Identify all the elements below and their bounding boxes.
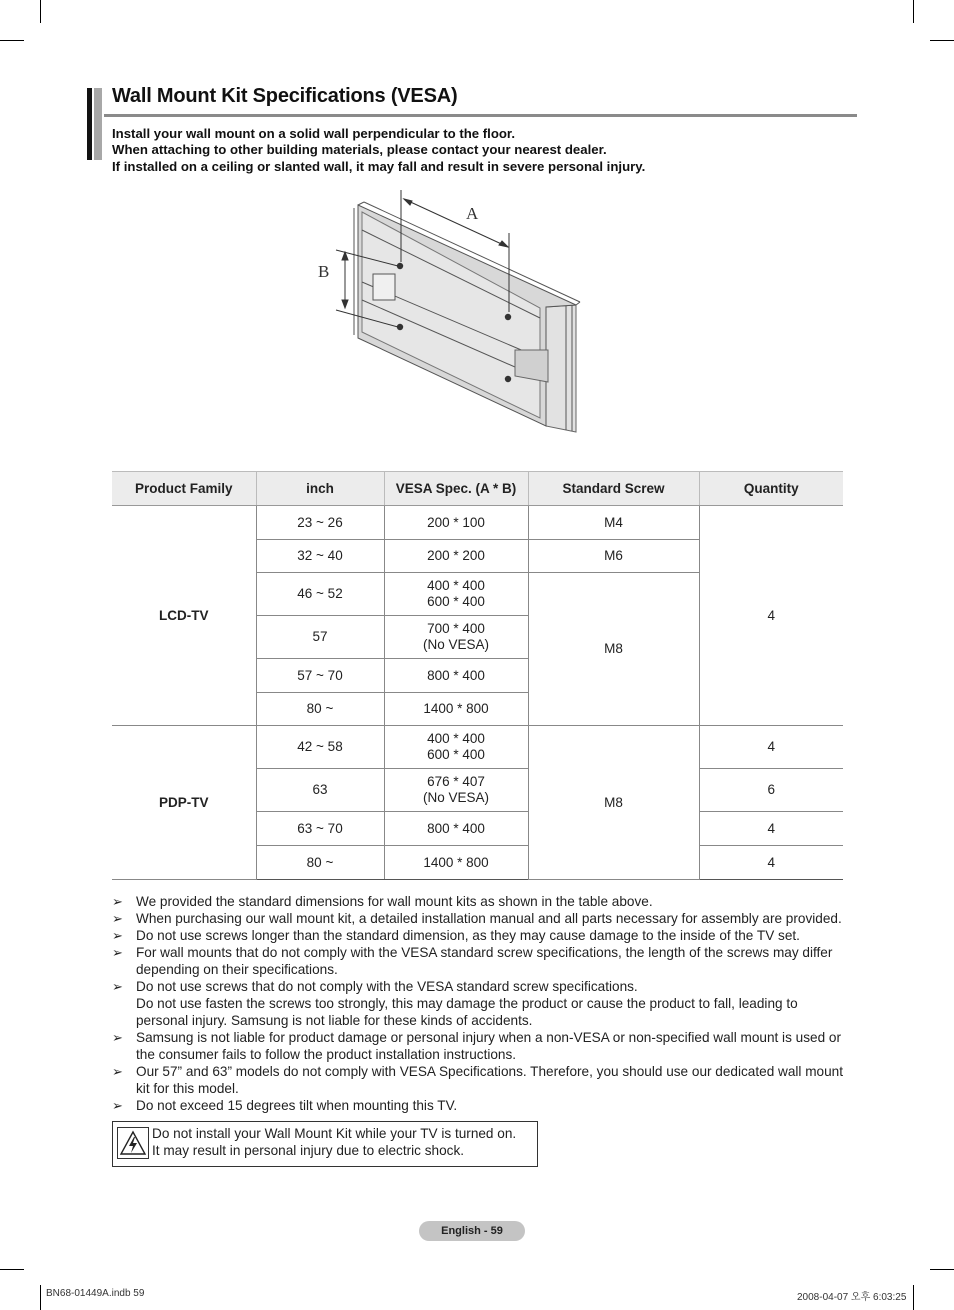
header-inch: inch xyxy=(256,472,384,506)
note-item xyxy=(112,1029,857,1063)
note-arrow-icon: ➢ xyxy=(112,1098,123,1113)
vesa-line: (No VESA) xyxy=(422,790,490,805)
vesa-spec-table xyxy=(112,471,843,880)
note-line: When purchasing our wall mount kit, a detailed installation manual and all parts necessary for assembly are provided. xyxy=(136,911,842,926)
family-cell: PDP-TV xyxy=(112,726,256,880)
warning-line: It may result in personal injury due to electric shock. xyxy=(152,1143,465,1158)
note-line: the consumer fails to follow the product installation instructions. xyxy=(136,1047,517,1062)
quantity-cell: 4 xyxy=(699,726,843,769)
vesa-cell: 800 * 400 xyxy=(384,659,528,693)
note-line: depending on their specifications. xyxy=(136,962,338,977)
inch-cell: 57 xyxy=(256,616,384,659)
footer-file-info: BN68-01449A.indb 59 xyxy=(46,1288,145,1299)
inch-cell: 80 ~ xyxy=(256,846,384,880)
note-text xyxy=(136,927,857,944)
inch-cell: 46 ~ 52 xyxy=(256,573,384,616)
inch-cell: 63 ~ 70 xyxy=(256,812,384,846)
inch-cell: 23 ~ 26 xyxy=(256,506,384,540)
crop-mark xyxy=(0,40,24,41)
inch-cell: 57 ~ 70 xyxy=(256,659,384,693)
vesa-cell xyxy=(384,769,528,812)
crop-mark xyxy=(930,1269,954,1270)
note-arrow-icon: ➢ xyxy=(112,911,123,926)
note-text xyxy=(136,1063,857,1097)
intro-line: When attaching to other building materials, please contact your nearest dealer. xyxy=(112,142,607,158)
vesa-line: 400 * 400 xyxy=(427,578,485,593)
crop-mark xyxy=(930,40,954,41)
vesa-cell: 1400 * 800 xyxy=(384,693,528,726)
warning-box xyxy=(112,1121,538,1167)
intro-line: Install your wall mount on a solid wall perpendicular to the floor. xyxy=(112,126,515,141)
note-arrow-icon: ➢ xyxy=(112,894,123,909)
note-item xyxy=(112,944,857,978)
intro-line: If installed on a ceiling or slanted wall, it may fall and result in severe personal injury. xyxy=(112,158,646,174)
note-item xyxy=(112,978,857,1029)
header-vesa-spec: VESA Spec. (A * B) xyxy=(384,472,528,506)
note-arrow-icon: ➢ xyxy=(112,928,123,943)
electric-shock-warning-icon xyxy=(117,1127,149,1159)
quantity-cell: 6 xyxy=(699,769,843,812)
header-standard-screw: Standard Screw xyxy=(528,472,699,506)
screw-cell: M8 xyxy=(528,726,699,880)
crop-mark xyxy=(40,1285,41,1310)
vesa-line: 700 * 400 xyxy=(427,621,485,636)
vesa-line: 400 * 400 xyxy=(427,731,485,746)
screw-cell: M8 xyxy=(528,573,699,726)
page-title: Wall Mount Kit Specifications (VESA) xyxy=(112,85,458,107)
note-line: We provided the standard dimensions for wall mount kits as shown in the table above. xyxy=(136,894,653,909)
footer-timestamp: 2008-04-07 오후 6:03:25 xyxy=(797,1292,907,1303)
vesa-cell xyxy=(384,616,528,659)
dimension-b-label: B xyxy=(318,262,330,281)
title-accent-bar xyxy=(87,88,92,160)
table-row xyxy=(112,726,843,769)
note-item xyxy=(112,893,857,910)
table-row xyxy=(112,506,843,540)
note-text xyxy=(136,910,857,927)
note-text xyxy=(136,1097,857,1114)
vesa-line: (No VESA) xyxy=(422,637,490,652)
table-header-row xyxy=(112,472,843,506)
vesa-cell xyxy=(384,726,528,769)
note-line: Do not use fasten the screws too strongly, this may damage the product or cause the product to fall, leading to xyxy=(136,996,798,1011)
screw-cell: M4 xyxy=(528,506,699,540)
inch-cell: 63 xyxy=(256,769,384,812)
note-arrow-icon: ➢ xyxy=(112,979,123,994)
note-line: Do not use screws that do not comply with the VESA standard screw specifications. xyxy=(136,979,638,994)
dimension-a-label: A xyxy=(466,204,479,223)
note-item xyxy=(112,1063,857,1097)
note-item xyxy=(112,927,857,944)
note-text xyxy=(136,893,857,910)
note-item xyxy=(112,910,857,927)
note-line: Do not use screws longer than the standard dimension, as they may cause damage to the inside of the TV set. xyxy=(136,928,800,943)
inch-cell: 32 ~ 40 xyxy=(256,540,384,573)
warning-text xyxy=(152,1125,516,1159)
title-accent-bar xyxy=(94,88,102,160)
note-line: Do not exceed 15 degrees tilt when mounting this TV. xyxy=(136,1098,458,1113)
note-text xyxy=(136,944,857,978)
vesa-line: 600 * 400 xyxy=(427,747,485,762)
note-text xyxy=(136,978,857,1029)
note-line: kit for this model. xyxy=(136,1081,239,1096)
note-arrow-icon: ➢ xyxy=(112,945,123,960)
crop-mark xyxy=(913,1285,914,1310)
intro-text xyxy=(112,126,645,175)
crop-mark xyxy=(0,1269,24,1270)
note-text xyxy=(136,1029,857,1063)
note-item xyxy=(112,1097,857,1114)
vesa-line: 676 * 407 xyxy=(427,774,485,789)
quantity-cell: 4 xyxy=(699,846,843,880)
vesa-cell xyxy=(384,573,528,616)
quantity-cell: 4 xyxy=(699,506,843,726)
warning-line: Do not install your Wall Mount Kit while your TV is turned on. xyxy=(152,1126,517,1141)
note-line: For wall mounts that do not comply with the VESA standard screw specifications, the length of the screws may differ xyxy=(136,945,833,960)
vesa-line: 600 * 400 xyxy=(427,594,485,609)
crop-mark xyxy=(40,0,41,23)
note-arrow-icon: ➢ xyxy=(112,1064,123,1079)
notes-list xyxy=(112,893,857,1114)
header-quantity: Quantity xyxy=(699,472,843,506)
vesa-cell: 200 * 100 xyxy=(384,506,528,540)
inch-cell: 80 ~ xyxy=(256,693,384,726)
tv-back-diagram xyxy=(300,190,600,450)
note-line: personal injury. Samsung is not liable for these kinds of accidents. xyxy=(136,1013,533,1028)
note-arrow-icon: ➢ xyxy=(112,1030,123,1045)
vesa-cell: 200 * 200 xyxy=(384,540,528,573)
quantity-cell: 4 xyxy=(699,812,843,846)
note-line: Samsung is not liable for product damage or personal injury when a non-VESA or non-specified wall mount is used or xyxy=(136,1030,841,1045)
crop-mark xyxy=(913,0,914,23)
screw-cell: M6 xyxy=(528,540,699,573)
title-underline xyxy=(104,114,857,117)
note-line: Our 57” and 63” models do not comply with VESA Specifications. Therefore, you should use our dedicated wall mount xyxy=(136,1064,844,1079)
page-number-badge: English - 59 xyxy=(419,1221,525,1241)
inch-cell: 42 ~ 58 xyxy=(256,726,384,769)
family-cell: LCD-TV xyxy=(112,506,256,726)
vesa-cell: 1400 * 800 xyxy=(384,846,528,880)
vesa-cell: 800 * 400 xyxy=(384,812,528,846)
header-product-family: Product Family xyxy=(112,472,256,506)
